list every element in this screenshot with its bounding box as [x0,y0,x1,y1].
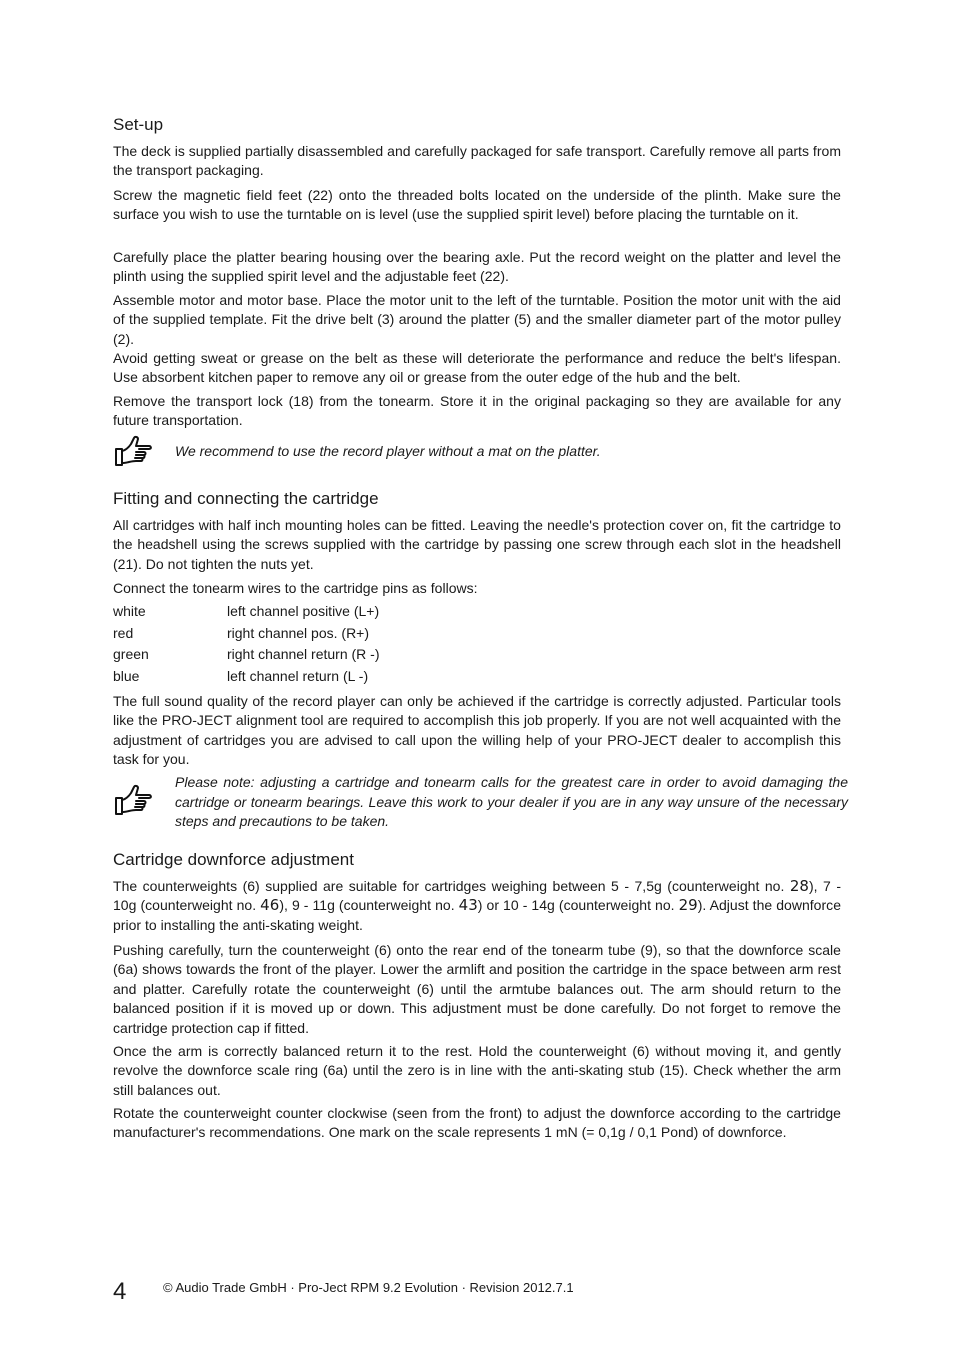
downforce-text: The counterweights (6) supplied are suitable for cartridges weighing between 5 - 7,5g (counterweight no. [113,878,790,894]
wire-description: left channel return (L -) [227,667,369,684]
counterweight-number: 46 [260,896,280,915]
wire-row [113,601,513,623]
wire-description: right channel return (R -) [227,646,380,663]
wire-description: right channel pos. (R+) [227,624,370,641]
page-footer [113,1276,713,1306]
wire-row [113,623,513,645]
setup-paragraph-1: The deck is supplied partially disassembled and carefully packaged for safe transport. Carefully remove all parts from the transport packaging. [113,143,841,179]
wire-color: white [113,603,146,619]
copyright-text: © Audio Trade GmbH · Pro-Ject RPM 9.2 Evolution · Revision 2012.7.1 [163,1280,574,1295]
downforce-text: ), 7 - 10g (counterweight no. [113,878,841,914]
pointing-hand-icon [113,784,153,818]
wire-color-table [113,601,513,687]
downforce-text: ) or 10 - 14g (counterweight no. [477,897,679,914]
counterweight-number: 28 [789,877,809,895]
section-heading-cartridge: Fitting and connecting the cartridge [113,489,379,508]
downforce-paragraph-4: Rotate the counterweight counter clockwise (seen from the front) to adjust the downforce according to the cartridge manufacturer's recommendations. One mark on the scale represents 1 mN (= 0,1g / 0,1 Pond) of downforce. [113,1105,841,1141]
setup-paragraph-6: Remove the transport lock (18) from the tonearm. Store it in the original packaging so they are available for any future transportation. [113,393,841,429]
wire-color: red [113,624,134,641]
downforce-text: ). Adjust the downforce prior to installing the anti-skating weight. [113,897,841,933]
counterweight-number: 29 [678,896,698,915]
downforce-paragraph-2: Pushing carefully, turn the counterweight (6) onto the rear end of the tonearm tube (9), so that the downforce scale (6a) shows towards the front of the player. Lower the armlift and position the cartridge in the space between arm rest and platter. Carefully rotate the counterweight (6) until the armtube balances out. The arm should return to the balanced position if it is moved up or down. This adjustment must be done carefully. Do not forget to remove the cartridge protection cap if fitted. [113,942,841,1036]
setup-paragraph-2: Screw the magnetic field feet (22) onto the threaded bolts located on the underside of the plinth. Make sure the surface you wish to use the turntable on is level (use the supplied spirit level) before placing the turntable on it. [113,187,841,223]
wire-description: left channel positive (L+) [227,603,380,619]
wire-row [113,644,513,666]
wire-color: blue [113,667,140,684]
setup-paragraph-4: Assemble motor and motor base. Place the motor unit to the left of the turntable. Position the motor unit with the aid of the supplied template. Fit the drive belt (3) around the platter (5) and the smaller diameter part of the motor pulley (2). [113,292,841,347]
downforce-paragraph-3: Once the arm is correctly balanced return it to the rest. Hold the counterweight (6) without moving it, and gently revolve the downforce scale ring (6a) until the zero is in line with the anti-skating stub (15). Check whether the arm still balances out. [113,1043,841,1098]
downforce-text: ), 9 - 11g (counterweight no. [279,897,459,914]
page-number: 4 [113,1278,127,1305]
setup-paragraph-3: Carefully place the platter bearing housing over the bearing axle. Put the record weight on the platter and level the plinth using the supplied spirit level and the adjustable feet (22). [113,249,841,285]
downforce-paragraph-1 [113,877,841,935]
section-heading-setup: Set-up [113,115,164,134]
cartridge-note-text: Please note: adjusting a cartridge and tonearm calls for the greatest care in order to avoid damaging the cartridge or tonearm bearings. Leave this work to your dealer if you are in any way unsure of the necessary steps and precautions to be taken. [175,774,848,830]
wire-row [113,666,513,688]
cartridge-paragraph-3: The full sound quality of the record player can only be achieved if the cartridge is correctly adjusted. Particular tools like the PRO-JECT alignment tool are required to accomplish this job properly. If you are not well acquainted with the adjustment of cartridges you are advised to call upon the willing help of your PRO-JECT dealer to accomplish this task for you. [113,693,841,768]
section-heading-downforce: Cartridge downforce adjustment [113,850,354,869]
setup-paragraph-5: Avoid getting sweat or grease on the belt as these will deteriorate the performance and reduce the belt's lifespan. Use absorbent kitchen paper to remove any oil or grease from the outer edge of the hub and the belt. [113,350,841,386]
wire-color: green [113,646,149,663]
setup-note-text: We recommend to use the record player without a mat on the platter. [175,443,601,459]
pointing-hand-icon [113,435,153,469]
cartridge-paragraph-1: All cartridges with half inch mounting holes can be fitted. Leaving the needle's protection cover on, fit the cartridge to the headshell using the screws supplied with the cartridge by passing one screw through each slot in the headshell (21). Do not tighten the nuts yet. [113,517,841,572]
counterweight-number: 43 [458,896,478,915]
cartridge-paragraph-2: Connect the tonearm wires to the cartridge pins as follows: [113,580,478,596]
